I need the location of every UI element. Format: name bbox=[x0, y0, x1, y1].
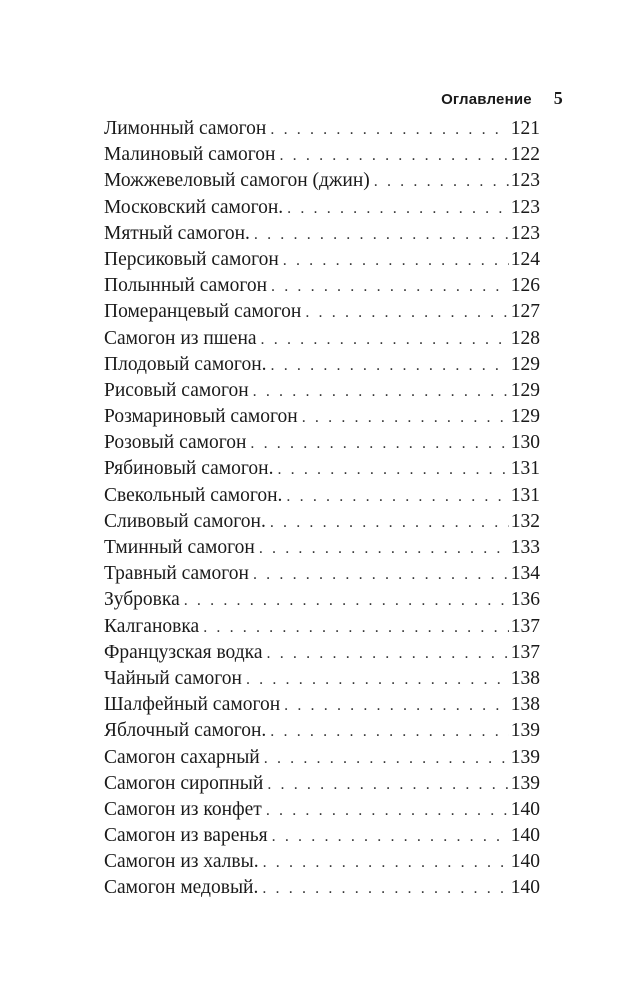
dot-leader bbox=[253, 562, 509, 588]
toc-entry-page: 136 bbox=[510, 589, 540, 611]
toc-entry bbox=[104, 352, 540, 378]
toc-entry-page: 139 bbox=[510, 746, 540, 768]
toc-entry bbox=[104, 561, 540, 587]
toc-entry bbox=[104, 849, 540, 875]
dot-leader bbox=[272, 824, 509, 850]
toc-entry-page: 129 bbox=[510, 379, 540, 401]
toc-entry-title: Розмариновый самогон bbox=[104, 406, 298, 428]
toc-entry-title: Рябиновый самогон. bbox=[104, 458, 274, 480]
toc-entry-page: 131 bbox=[510, 458, 540, 480]
toc-entry bbox=[104, 247, 540, 273]
toc-entry-page: 127 bbox=[510, 301, 540, 323]
toc-entry-title: Самогон сахарный bbox=[104, 746, 260, 768]
toc-entry-title: Самогон сиропный bbox=[104, 772, 264, 794]
dot-leader bbox=[253, 379, 509, 405]
dot-leader bbox=[263, 850, 509, 876]
toc-entry-page: 140 bbox=[510, 877, 540, 899]
toc-entry bbox=[104, 221, 540, 247]
dot-leader bbox=[246, 667, 509, 693]
section-title: Оглавление bbox=[441, 91, 532, 108]
toc-entry bbox=[104, 273, 540, 299]
toc-entry bbox=[104, 483, 540, 509]
toc-entry-title: Московский самогон. bbox=[104, 196, 284, 218]
toc-entry-page: 133 bbox=[510, 537, 540, 558]
toc-entry-title: Самогон медовый. bbox=[104, 877, 259, 899]
toc-entry-title: Французская водка bbox=[104, 641, 263, 663]
dot-leader bbox=[261, 327, 509, 353]
toc-entry bbox=[104, 875, 540, 901]
dot-leader bbox=[270, 510, 509, 536]
toc-entry bbox=[104, 640, 540, 666]
dot-leader bbox=[270, 117, 508, 143]
toc-entry-title: Полынный самогон bbox=[104, 275, 268, 297]
toc-entry-title: Розовый самогон bbox=[104, 432, 247, 454]
toc-entry-page: 137 bbox=[510, 641, 540, 663]
toc-entry-page: 140 bbox=[510, 825, 540, 847]
dot-leader bbox=[271, 353, 509, 379]
toc-entry-page: 138 bbox=[510, 667, 540, 689]
toc-entry bbox=[104, 771, 540, 797]
table-of-contents bbox=[104, 116, 540, 902]
toc-entry bbox=[104, 587, 540, 613]
toc-entry-title: Лимонный самогон bbox=[104, 118, 267, 139]
toc-entry-page: 139 bbox=[510, 720, 540, 742]
dot-leader bbox=[267, 641, 509, 667]
toc-entry bbox=[104, 430, 540, 456]
toc-entry-page: 138 bbox=[510, 694, 540, 716]
toc-entry bbox=[104, 666, 540, 692]
dot-leader bbox=[250, 431, 508, 457]
toc-entry-page: 124 bbox=[510, 248, 540, 270]
toc-entry-page: 129 bbox=[510, 353, 540, 375]
toc-entry bbox=[104, 718, 540, 744]
toc-entry-title: Персиковый самогон bbox=[104, 248, 279, 270]
page-number: 5 bbox=[553, 88, 563, 108]
toc-entry-page: 132 bbox=[510, 510, 540, 532]
toc-entry-title: Малиновый самогон bbox=[104, 144, 276, 166]
toc-entry-page: 121 bbox=[510, 118, 540, 139]
toc-entry bbox=[104, 326, 540, 352]
toc-entry-page: 123 bbox=[510, 196, 540, 218]
toc-entry-page: 140 bbox=[510, 851, 540, 873]
dot-leader bbox=[302, 405, 509, 431]
toc-entry-title: Тминный самогон bbox=[104, 537, 255, 558]
toc-entry-title: Плодовый самогон. bbox=[104, 353, 267, 375]
toc-entry-title: Самогон из пшена bbox=[104, 327, 257, 349]
toc-entry bbox=[104, 168, 540, 194]
toc-entry-title: Яблочный самогон. bbox=[104, 720, 267, 742]
dot-leader bbox=[203, 615, 509, 641]
toc-entry-page: 129 bbox=[510, 406, 540, 428]
toc-entry-title: Померанцевый самогон bbox=[104, 301, 302, 323]
toc-entry-page: 122 bbox=[510, 144, 540, 166]
dot-leader bbox=[259, 536, 509, 562]
toc-entry-title: Рисовый самогон bbox=[104, 379, 249, 401]
toc-entry bbox=[104, 692, 540, 718]
toc-entry bbox=[104, 404, 540, 430]
toc-entry bbox=[104, 195, 540, 221]
dot-leader bbox=[286, 484, 508, 510]
dot-leader bbox=[284, 693, 509, 719]
toc-entry bbox=[104, 745, 540, 771]
toc-entry-page: 140 bbox=[510, 798, 540, 820]
toc-entry-title: Зубровка bbox=[104, 589, 180, 611]
dot-leader bbox=[374, 169, 509, 195]
dot-leader bbox=[271, 274, 509, 300]
toc-entry-page: 123 bbox=[510, 170, 540, 192]
dot-leader bbox=[266, 798, 509, 824]
toc-entry bbox=[104, 535, 540, 561]
toc-entry-page: 139 bbox=[510, 772, 540, 794]
toc-entry-title: Калгановка bbox=[104, 615, 200, 637]
dot-leader bbox=[184, 588, 509, 614]
toc-entry-title: Самогон из варенья bbox=[104, 825, 268, 847]
toc-entry-title: Травный самогон bbox=[104, 563, 249, 585]
dot-leader bbox=[279, 143, 508, 169]
toc-entry-title: Можжевеловый самогон (джин) bbox=[104, 170, 370, 192]
toc-entry-title: Самогон из конфет bbox=[104, 798, 262, 820]
toc-entry bbox=[104, 614, 540, 640]
toc-entry-title: Сливовый самогон. bbox=[104, 510, 266, 532]
dot-leader bbox=[254, 222, 509, 248]
dot-leader bbox=[262, 876, 508, 902]
toc-entry bbox=[104, 116, 540, 142]
toc-entry bbox=[104, 142, 540, 168]
toc-entry bbox=[104, 823, 540, 849]
toc-entry-page: 130 bbox=[510, 432, 540, 454]
toc-entry-title: Свекольный самогон. bbox=[104, 484, 283, 506]
dot-leader bbox=[283, 248, 509, 274]
toc-entry bbox=[104, 378, 540, 404]
toc-entry-page: 123 bbox=[510, 222, 540, 244]
dot-leader bbox=[287, 196, 509, 222]
toc-entry-page: 134 bbox=[510, 563, 540, 585]
toc-entry-page: 137 bbox=[510, 615, 540, 637]
toc-entry-page: 128 bbox=[510, 327, 540, 349]
toc-entry bbox=[104, 456, 540, 482]
toc-entry bbox=[104, 797, 540, 823]
running-head bbox=[441, 88, 563, 109]
dot-leader bbox=[267, 772, 508, 798]
toc-entry-page: 131 bbox=[510, 484, 540, 506]
dot-leader bbox=[305, 300, 508, 326]
dot-leader bbox=[264, 746, 509, 772]
toc-entry-title: Шалфейный самогон bbox=[104, 694, 281, 716]
dot-leader bbox=[277, 457, 508, 483]
toc-entry-title: Мятный самогон. bbox=[104, 222, 250, 244]
dot-leader bbox=[270, 719, 508, 745]
toc-entry bbox=[104, 299, 540, 325]
toc-entry bbox=[104, 509, 540, 535]
toc-entry-title: Чайный самогон bbox=[104, 667, 242, 689]
toc-entry-title: Самогон из халвы. bbox=[104, 851, 259, 873]
toc-entry-page: 126 bbox=[510, 275, 540, 297]
